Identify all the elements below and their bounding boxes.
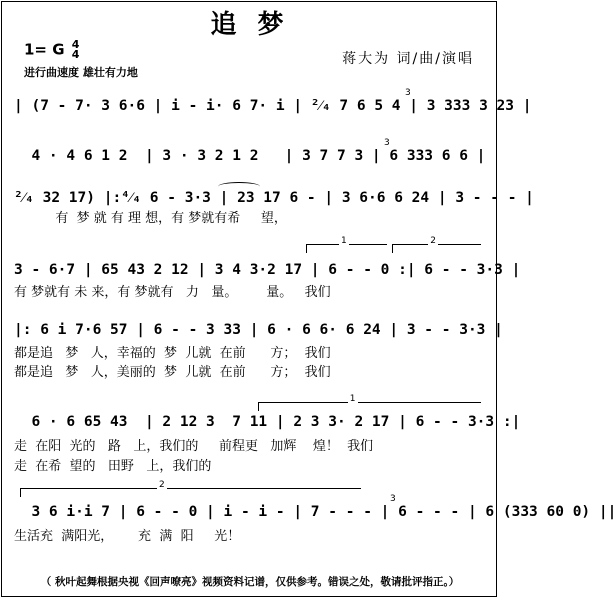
lyric-line-3: 都是追 梦 人，幸福的 梦 儿就 在前 方； 我们: [14, 346, 331, 361]
triplet-mark: 3: [405, 88, 411, 98]
score-row-5: |: 6 i 7·6 57 | 6 - - 3 33 | 6 · 6 6· 6 24 | 3 - - 3·3 |: [14, 322, 503, 338]
lyric-line-2: 有 梦就有 未 来，有 梦就有 力 量。 量。 我们: [14, 285, 331, 300]
score-row-2: 4 · 4 6 1 2 | 3 · 3 2 1 2 | 3 7 7 3 | 6 333 6 6 |: [14, 148, 486, 164]
triplet-mark: 3: [384, 138, 390, 148]
lyric-line-5: 走 在阳 光的 路 上，我们的 前程更 加辉 煌！ 我们: [14, 439, 374, 454]
meter-top: 4: [71, 38, 80, 51]
volta-2: 2: [392, 244, 481, 253]
author-credit: 蒋大为 词/曲/演唱: [342, 51, 474, 67]
lyric-line-1: 有 梦 就 有 理 想，有 梦就有希 望，: [14, 211, 287, 226]
volta-1: 1: [306, 244, 387, 253]
lyric-line-4: 都是追 梦 人，美丽的 梦 儿就 在前 方； 我们: [14, 365, 331, 380]
lyric-line-6: 走 在希 望的 田野 上，我们的: [14, 459, 212, 474]
score-row-6: 6 · 6 65 43 | 2 12 3 7 11 | 2 3 3· 2 17 | 6 - - 3·3 :|: [14, 414, 521, 430]
song-title: 追 梦: [210, 10, 290, 40]
score-row-7: 3 6 i·i 7 | 6 - - 0 | i - i - | 7 - - - | 6 - - - | 6 (333 60 0) ||: [14, 504, 616, 520]
meter-bottom: 4: [71, 48, 80, 61]
volta-2-second: 2: [20, 488, 361, 497]
tempo-marking: 进行曲速度 雄壮有力地: [24, 66, 138, 79]
key-signature: [24, 40, 79, 60]
score-row-3: ²⁄₄ 32 17) |:⁴⁄₄ 6 - 3·3 | 23 17 6 - | 3 6·6 6 24 | 3 - - - |: [14, 190, 534, 206]
key-label: 1= G: [24, 40, 65, 59]
lyric-line-7: 生活充 满阳光， 充 满 阳 光！: [14, 529, 241, 544]
triplet-mark: 3: [390, 494, 396, 504]
time-signature: [72, 40, 80, 60]
transcription-note: （ 秋叶起舞根据央视《回声嘹亮》视频资料记谱，仅供参考。错误之处，敬请批评指正。）: [40, 576, 460, 588]
score-row-4: 3 - 6·7 | 65 43 2 12 | 3 4 3·2 17 | 6 - - 0 :| 6 - - 3·3 |: [14, 262, 521, 278]
slur-mark: [218, 182, 260, 191]
volta-1-second: 1: [258, 402, 481, 411]
score-row-1: | (7 - 7· 3 6·6 | i - i· 6 7· i | ²⁄₄ 7 6 5 4 | 3 333 3 23 |: [14, 98, 532, 114]
